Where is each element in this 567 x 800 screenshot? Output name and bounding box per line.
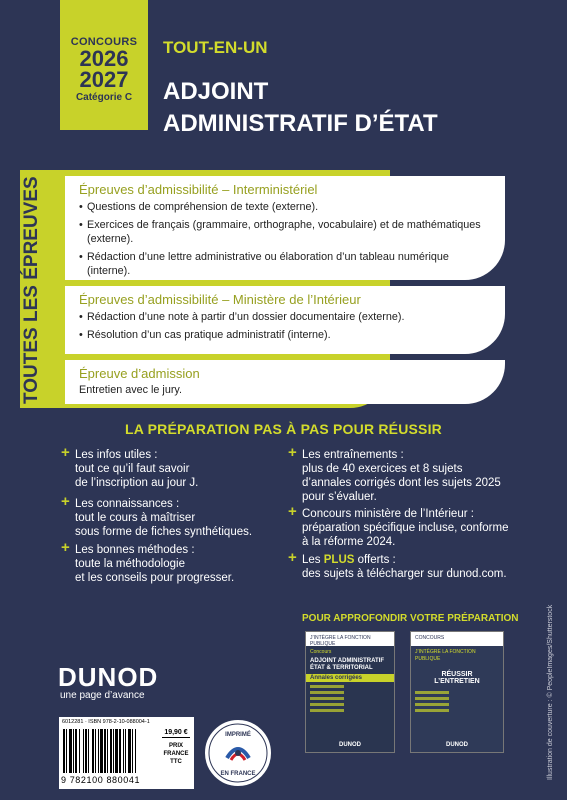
barcode-bar <box>135 729 136 773</box>
bullet-title <box>302 553 517 567</box>
dunod-tagline: une page d’avance <box>60 690 145 701</box>
imprime-top-text: IMPRIMÉ <box>225 732 251 738</box>
barcode-bar <box>125 729 126 773</box>
epreuve-card-interieur <box>65 286 505 354</box>
bullet-title-prefix: Les <box>302 554 324 566</box>
barcode-bar <box>95 729 96 773</box>
card-title: Épreuve d’admission <box>79 366 200 381</box>
cover-credit: Illustration de couverture : © PeopleImages/Shutterstock <box>547 604 554 780</box>
dunod-logo: DUNOD <box>58 662 159 692</box>
book-publisher: DUNOD <box>446 742 468 748</box>
book-cover-entretien <box>410 631 504 753</box>
epreuves-vertical-label: TOUTES LES ÉPREUVES <box>21 176 42 404</box>
barcode-digits: 9 782100 880041 <box>61 775 141 785</box>
bullet-connaissances <box>61 493 275 539</box>
title-line-1: ADJOINT <box>163 78 269 105</box>
card-item: • Résolution d’un cas pratique administratif (interne). <box>79 328 485 342</box>
barcode-bar <box>73 729 74 773</box>
plus-icon: + <box>288 549 297 566</box>
bullet-title: Les entraînements : <box>302 449 404 461</box>
badge-category: Catégorie C <box>75 92 133 103</box>
barcode-bar <box>85 729 87 773</box>
barcode-bar <box>107 729 108 773</box>
barcode-bar <box>104 729 106 773</box>
price-label: TTC <box>170 759 182 765</box>
plus-icon: + <box>61 539 70 556</box>
book-title-1: ADJOINT ADMINISTRATIF <box>310 658 384 664</box>
book-series: Concours <box>310 649 332 655</box>
bullet-bonnes-methodes <box>61 539 275 585</box>
bullet-title: Concours ministère de l’Intérieur : <box>302 508 474 520</box>
card-item: • Questions de compréhension de texte (externe). <box>79 200 485 214</box>
book-title-2: ÉTAT & TERRITORIAL <box>310 665 373 671</box>
barcode-bar <box>88 729 89 773</box>
price-cell <box>162 729 190 766</box>
plus-icon: + <box>61 444 70 461</box>
bullet-line: tout ce qu’il faut savoir <box>75 463 190 475</box>
barcode-bar <box>113 729 114 773</box>
bullet-line: de l’inscription au jour J. <box>75 477 199 489</box>
barcode-bar <box>128 729 131 773</box>
barcode-header: 6012281 · ISBN 978-2-10-088004-1 <box>62 719 150 725</box>
header-subtitle: TOUT-EN-UN <box>163 38 268 57</box>
book-title-1: RÉUSSIR <box>441 671 473 678</box>
book-feature-list <box>411 691 503 712</box>
bullet-line: d’annales corrigés dont les sujets 2025 <box>302 477 501 489</box>
preparation-heading: LA PRÉPARATION PAS À PAS POUR RÉUSSIR <box>125 421 442 437</box>
card-item: • Exercices de français (grammaire, orthographe, vocabulaire) et de mathématiques (externe). <box>79 218 485 246</box>
barcode-bar <box>79 729 80 773</box>
card-title: Épreuves d’admissibilité – Ministère de l’Intérieur <box>79 292 361 307</box>
bullet-line: à la réforme 2024. <box>302 536 396 548</box>
concours-badge <box>60 0 148 130</box>
plus-icon: + <box>288 444 297 461</box>
book-series: J’INTÈGRE LA FONCTION PUBLIQUE <box>415 649 476 662</box>
badge-label: CONCOURS <box>70 36 138 48</box>
bullet-line: des sujets à télécharger sur dunod.com. <box>302 568 507 580</box>
epreuve-card-interministeriel <box>65 176 505 280</box>
plus-icon: + <box>288 503 297 520</box>
barcode-bar <box>92 729 94 773</box>
barcode-bar <box>63 729 65 773</box>
barcode-bar <box>83 729 84 773</box>
book-top-label: J’INTÈGRE LA FONCTION PUBLIQUE <box>306 632 394 646</box>
bullet-title: Les connaissances : <box>75 498 180 510</box>
barcode-bar <box>100 729 103 773</box>
bullet-line: toute la méthodologie <box>75 558 185 570</box>
card-text: Entretien avec le jury. <box>79 384 183 396</box>
price-label: FRANCE <box>163 751 189 757</box>
barcode-bar <box>123 729 124 773</box>
bullet-title: Les bonnes méthodes : <box>75 544 195 556</box>
barcode-bar <box>132 729 133 773</box>
badge-year-1: 2026 <box>79 46 129 71</box>
bullet-title-highlight: PLUS <box>323 554 355 566</box>
title-line-2: ADMINISTRATIF D’ÉTAT <box>163 110 438 137</box>
bullet-line: tout le cours à maîtriser <box>75 512 196 524</box>
bullet-line: sous forme de fiches synthétiques. <box>75 526 253 538</box>
price-value: 19,90 € <box>162 729 190 738</box>
bullet-infos-utiles <box>61 444 275 490</box>
book-cover-annales <box>305 631 395 753</box>
barcode-bar <box>69 729 72 773</box>
card-item: • Rédaction d’une lettre administrative ou élaboration d’un tableau numérique (interne). <box>79 250 485 278</box>
card-item: • Rédaction d’une note à partir d’un dossier documentaire (externe). <box>79 310 485 324</box>
barcode-bar <box>98 729 99 773</box>
book-top-label: CONCOURS <box>411 632 503 646</box>
plus-icon: + <box>61 493 70 510</box>
bullet-line: préparation spécifique incluse, conforme <box>302 522 509 534</box>
imprime-bottom-text: EN FRANCE <box>220 771 256 777</box>
bullet-ministere-interieur <box>288 503 517 549</box>
barcode-bar <box>119 729 121 773</box>
bullet-entrainements <box>288 444 517 504</box>
imprime-en-france-badge <box>203 718 273 788</box>
book-band: Annales corrigées <box>306 674 394 682</box>
bullet-line: et les conseils pour progresser. <box>75 572 235 584</box>
book-feature-list <box>306 685 394 712</box>
card-title: Épreuves d’admissibilité – Interministériel <box>79 182 318 197</box>
approfondir-heading: POUR APPROFONDIR VOTRE PRÉPARATION <box>302 613 519 624</box>
bullet-line: pour s’évaluer. <box>302 491 377 503</box>
barcode-bars <box>63 729 159 773</box>
barcode <box>59 717 194 789</box>
book-publisher: DUNOD <box>339 742 361 748</box>
barcode-bar <box>66 729 67 773</box>
barcode-bar <box>110 729 112 773</box>
bullet-title: Les infos utiles : <box>75 449 158 461</box>
barcode-bar <box>115 729 118 773</box>
badge-year-2: 2027 <box>79 67 129 92</box>
bullet-title-suffix: offerts : <box>354 554 396 566</box>
bullet-plus-offerts <box>288 549 517 581</box>
bullet-line: plus de 40 exercices et 8 sujets <box>302 463 463 475</box>
epreuve-card-admission <box>65 360 505 404</box>
barcode-bar <box>75 729 77 773</box>
price-label: PRIX <box>168 743 183 749</box>
book-title-2: L’ENTRETIEN <box>434 678 480 685</box>
